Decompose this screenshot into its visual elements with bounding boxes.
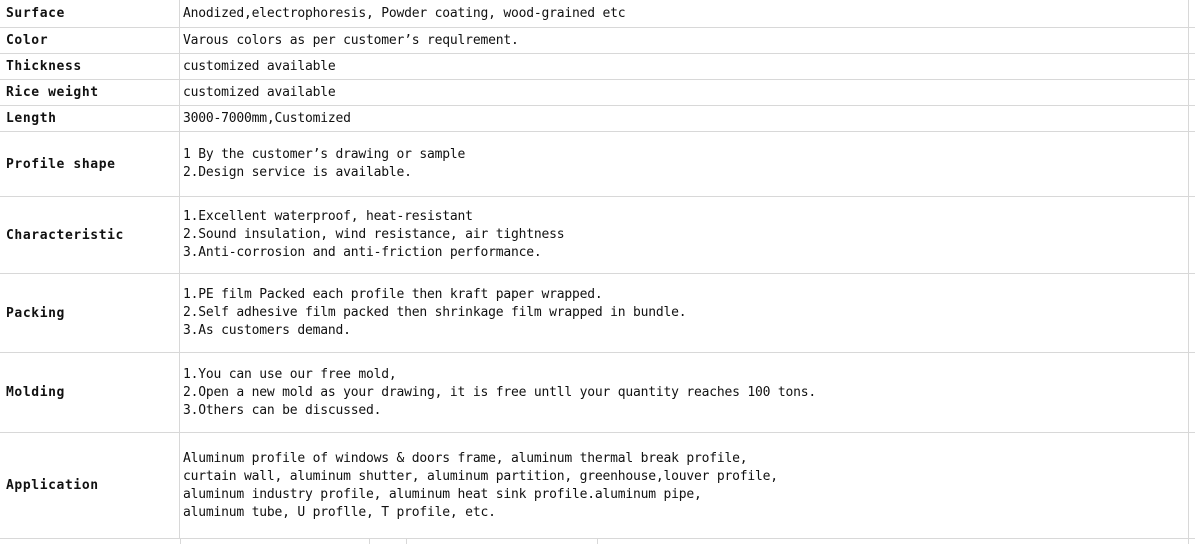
table-row-length <box>0 106 1195 132</box>
row-value <box>183 0 1195 27</box>
value-line: 2.Self adhesive film packed then shrinkage film wrapped in bundle. <box>183 305 687 320</box>
table-row-molding <box>0 353 1195 433</box>
row-value <box>183 28 1195 53</box>
value-line: aluminum tube, U proflle, T profile, etc. <box>183 504 496 520</box>
value-line: customized available <box>183 58 336 74</box>
table-row-profile-shape <box>0 132 1195 197</box>
row-value <box>183 353 1195 432</box>
row-label: Application <box>0 433 180 538</box>
next-row-gridlines <box>0 539 1195 544</box>
value-line: Varous colors as per customer’s requlrement. <box>183 32 519 48</box>
row-label: Packing <box>0 274 180 352</box>
value-line: customized available <box>183 84 336 100</box>
row-label: Characteristic <box>0 197 180 273</box>
table-row-surface <box>0 0 1195 28</box>
value-line: 1.You can use our free mold, <box>183 366 397 382</box>
row-label: Length <box>0 106 180 131</box>
value-line: 1 By the customer’s drawing or sample <box>183 147 466 162</box>
table-row-packing <box>0 274 1195 353</box>
value-line: 1.Excellent waterproof, heat-resistant <box>183 209 473 224</box>
row-label: Surface <box>0 0 180 27</box>
value-line: 3.As customers demand. <box>183 323 351 338</box>
value-line: 3000-7000mm,Customized <box>183 110 351 126</box>
table-row-color <box>0 28 1195 54</box>
row-label: Molding <box>0 353 180 432</box>
table-row-thickness <box>0 54 1195 80</box>
value-line: aluminum industry profile, aluminum heat sink profile.aluminum pipe, <box>183 486 702 502</box>
row-value <box>183 433 1195 538</box>
value-line: 3.Others can be discussed. <box>183 402 382 418</box>
row-value <box>183 197 1195 273</box>
row-value <box>183 80 1195 105</box>
value-line: 3.Anti-corrosion and anti-friction performance. <box>183 245 542 260</box>
row-value <box>183 106 1195 131</box>
table-row-rice-weight <box>0 80 1195 106</box>
value-line: curtain wall, aluminum shutter, aluminum partition, greenhouse,louver profile, <box>183 468 778 484</box>
row-label: Profile shape <box>0 132 180 196</box>
value-line: Aluminum profile of windows & doors frame, aluminum thermal break profile, <box>183 450 748 466</box>
cell-gridline <box>369 539 370 544</box>
value-line: 2.Sound insulation, wind resistance, air tightness <box>183 227 565 242</box>
row-label: Thickness <box>0 54 180 79</box>
row-value <box>183 274 1195 352</box>
cell-gridline <box>180 539 181 544</box>
row-value <box>183 132 1195 196</box>
value-line: Anodized,electrophoresis, Powder coating, wood-grained etc <box>183 5 626 21</box>
row-value <box>183 54 1195 79</box>
value-line: 2.Design service is available. <box>183 165 412 180</box>
value-line: 2.Open a new mold as your drawing, it is free untll your quantity reaches 100 tons. <box>183 384 817 400</box>
table-row-application <box>0 433 1195 539</box>
cell-gridline <box>597 539 598 544</box>
row-label: Rice weight <box>0 80 180 105</box>
value-line: 1.PE film Packed each profile then kraft paper wrapped. <box>183 287 603 302</box>
table-row-characteristic <box>0 197 1195 274</box>
row-label: Color <box>0 28 180 53</box>
cell-gridline <box>406 539 407 544</box>
